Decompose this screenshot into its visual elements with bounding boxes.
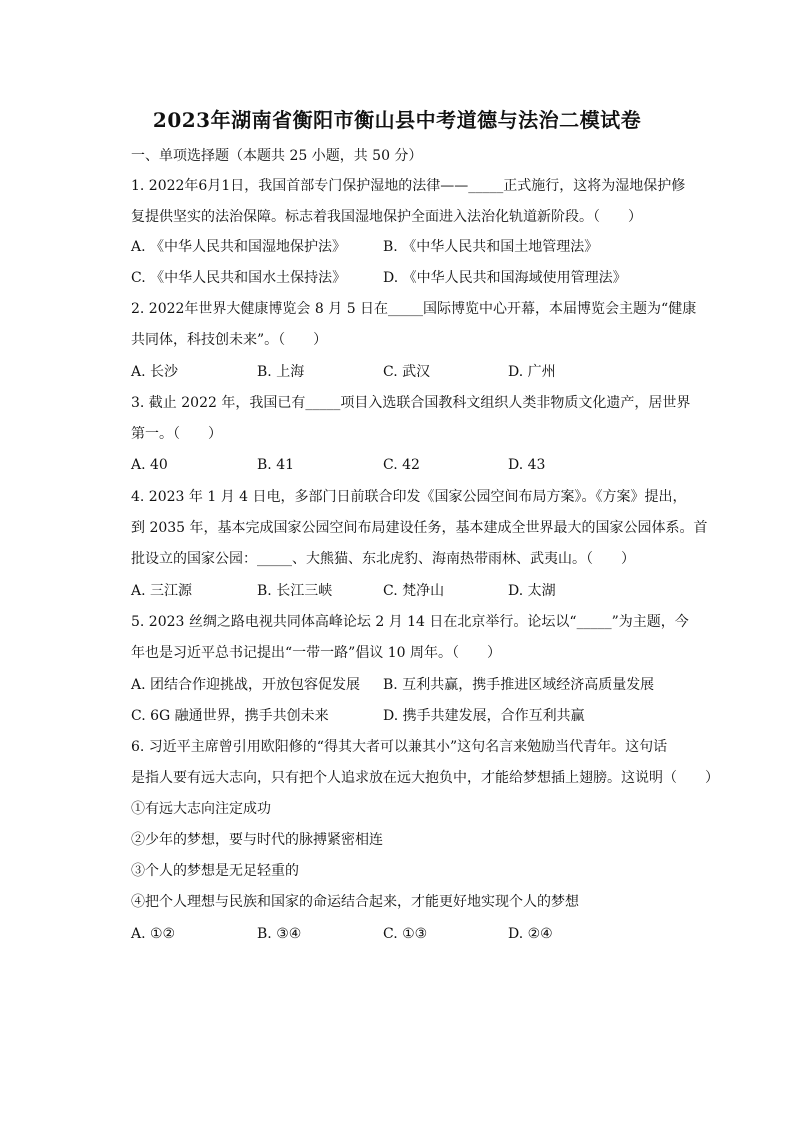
question-3-line-1: 3. 截止 2022 年，我国已有_____项目入选联合国教科文组织人类非物质文化遗产，居世界 bbox=[131, 395, 691, 411]
option-d[interactable]: D. 携手共建发展，合作互利共赢 bbox=[383, 708, 585, 724]
question-5-line-1: 5. 2023 丝绸之路电视共同体高峰论坛 2 月 14 日在北京举行。论坛以“_____”为主题，今 bbox=[131, 614, 689, 630]
question-6-options bbox=[131, 924, 701, 944]
option-a[interactable]: A. ①② bbox=[131, 926, 176, 942]
question-6-line-2: 是指人要有远大志向，只有把个人追求放在远大抱负中，才能给梦想插上翅膀。这说明（ ） bbox=[131, 770, 719, 786]
question-3-line-2: 第一。（ ） bbox=[131, 426, 222, 442]
option-a[interactable]: A. 长沙 bbox=[131, 364, 179, 380]
option-b[interactable]: B. 长江三峡 bbox=[257, 583, 333, 599]
question-4-line-3: 批设立的国家公园：_____、大熊猫、东北虎豹、海南热带雨林、武夷山。（ ） bbox=[131, 551, 635, 567]
question-6-statement-1: ①有远大志向注定成功 bbox=[131, 801, 271, 817]
question-5-options-row-1 bbox=[131, 675, 701, 695]
option-b[interactable]: B. 41 bbox=[257, 457, 295, 473]
question-2-line-1: 2. 2022年世界大健康博览会 8 月 5 日在_____国际博览中心开幕，本届博览会主题为“健康 bbox=[131, 301, 697, 317]
option-c[interactable]: C. 《中华人民共和国水土保持法》 bbox=[131, 270, 347, 286]
question-4-line-1: 4. 2023 年 1 月 4 日电，多部门日前联合印发《国家公园空间布局方案》。《方案》提出， bbox=[131, 489, 687, 505]
option-b[interactable]: B. 互利共赢，携手推进区域经济高质量发展 bbox=[383, 677, 655, 693]
option-c[interactable]: C. 42 bbox=[383, 457, 420, 473]
question-1-options-row-1 bbox=[131, 237, 701, 257]
option-c[interactable]: C. 武汉 bbox=[383, 364, 431, 380]
option-c[interactable]: C. ①③ bbox=[383, 926, 428, 942]
question-1-options-row-2 bbox=[131, 268, 701, 288]
question-5-options-row-2 bbox=[131, 706, 701, 726]
option-d[interactable]: D. 太湖 bbox=[508, 583, 556, 599]
option-d[interactable]: D. 广州 bbox=[508, 364, 556, 380]
option-a[interactable]: A. 团结合作迎挑战，开放包容促发展 bbox=[131, 677, 361, 693]
question-4-line-2: 到 2035 年，基本完成国家公园空间布局建设任务，基本建成全世界最大的国家公园体系。首 bbox=[131, 520, 708, 536]
option-a[interactable]: A. 三江源 bbox=[131, 583, 193, 599]
question-6-statement-3: ③个人的梦想是无足轻重的 bbox=[131, 863, 299, 879]
question-2-line-2: 共同体，科技创未来”。（ ） bbox=[131, 332, 328, 348]
question-6-statement-2: ②少年的梦想，要与时代的脉搏紧密相连 bbox=[131, 832, 383, 848]
question-6-statement-4: ④把个人理想与民族和国家的命运结合起来，才能更好地实现个人的梦想 bbox=[131, 894, 579, 910]
option-c[interactable]: C. 6G 融通世界，携手共创未来 bbox=[131, 708, 329, 724]
question-1-line-2: 复提供坚实的法治保障。标志着我国湿地保护全面进入法治化轨道新阶段。（ ） bbox=[131, 209, 642, 225]
option-b[interactable]: B. 上海 bbox=[257, 364, 305, 380]
question-1-line-1: 1. 2022年6月1日，我国首部专门保护湿地的法律——_____正式施行，这将为湿地保护修 bbox=[131, 178, 686, 194]
option-d[interactable]: D. 43 bbox=[508, 457, 546, 473]
section-heading: 一、单项选择题（本题共 25 小题，共 50 分） bbox=[131, 148, 423, 164]
question-6-line-1: 6. 习近平主席曾引用欧阳修的“得其大者可以兼其小”这句名言来勉励当代青年。这句话 bbox=[131, 739, 668, 755]
option-c[interactable]: C. 梵净山 bbox=[383, 583, 445, 599]
option-d[interactable]: D. ②④ bbox=[508, 926, 553, 942]
option-a[interactable]: A. 40 bbox=[131, 457, 168, 473]
question-4-options bbox=[131, 581, 701, 601]
question-5-line-2: 年也是习近平总书记提出“一带一路”倡议 10 周年。（ ） bbox=[131, 645, 502, 661]
question-2-options bbox=[131, 362, 701, 382]
option-a[interactable]: A. 《中华人民共和国湿地保护法》 bbox=[131, 239, 347, 255]
option-d[interactable]: D. 《中华人民共和国海域使用管理法》 bbox=[383, 270, 627, 286]
question-3-options bbox=[131, 455, 701, 475]
option-b[interactable]: B. 《中华人民共和国土地管理法》 bbox=[383, 239, 599, 255]
option-b[interactable]: B. ③④ bbox=[257, 926, 302, 942]
exam-title: 2023年湖南省衡阳市衡山县中考道德与法治二模试卷 bbox=[152, 108, 642, 132]
